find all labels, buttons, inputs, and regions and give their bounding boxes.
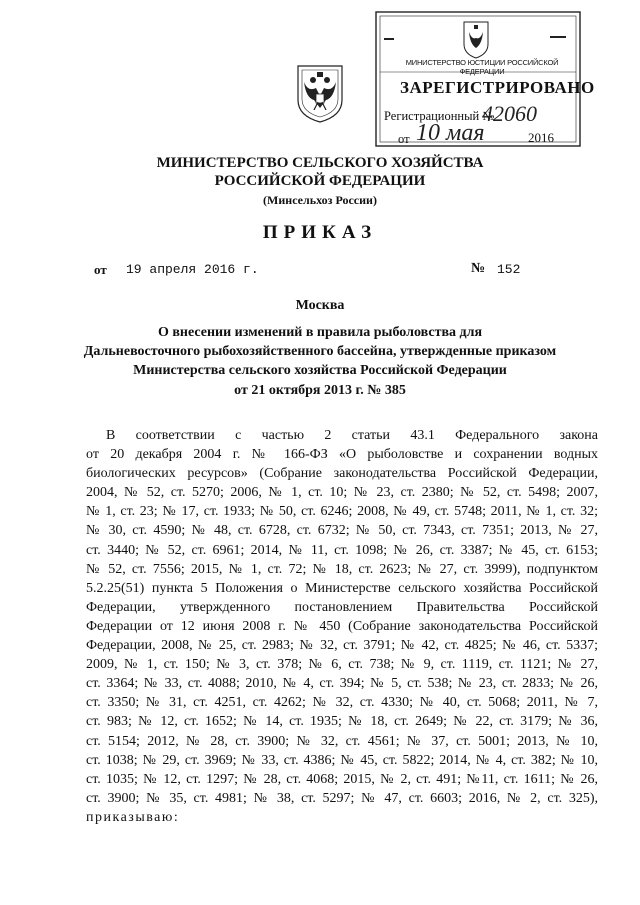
body-line-operative: приказываю: [86,809,180,825]
body-line: ст. 3900; № 35, ст. 4981; № 38, ст. 5297; № 47, ст. 6603; 2016, № 2, ст. 325), [86,790,598,806]
document-type-title: ПРИКАЗ [262,222,378,243]
coat-of-arms-emblem [292,58,348,124]
subject-line: от 21 октября 2013 г. № 385 [234,382,406,398]
stamp-registered-text: ЗАРЕГИСТРИРОВАНО [400,78,595,97]
body-line: № 1, ст. 23; № 17, ст. 1933; № 50, ст. 6246; 2008, № 49, ст. 5748; 2011, № 1, ст. 32; [86,504,598,520]
body-line: ст. 5154; 2012, № 28, ст. 3900; № 32, ст. 4561; № 37, ст. 5001; 2013, № 10, [86,733,598,749]
subject-line: О внесении изменений в правила рыболовства для [157,325,483,340]
body-line: 2009, № 1, ст. 150; № 3, ст. 378; № 6, ст. 738; № 9, ст. 1119, ст. 1121; № 27, [86,657,598,673]
body-line: Федерации от 12 июня 2008 г. № 450 (Собрание законодательства Российской [86,618,598,634]
body-line: Федерации, утвержденного постановлением Правительства Российской [86,599,598,615]
ministry-name-line2: РОССИЙСКОЙ ФЕДЕРАЦИИ [214,173,426,189]
body-line: ст. 3440; № 52, ст. 6961; 2014, № 11, ст. 1098; № 26, ст. 3387; № 45, ст. 6153; [86,542,598,558]
body-line: Федерации, 2008, № 25, ст. 2983; № 32, ст. 3791; № 42, ст. 4825; № 46, ст. 5337; [86,638,598,654]
body-line: ст. 983; № 12, ст. 1652; № 14, ст. 1935; № 18, ст. 2649; № 22, ст. 3179; № 36, [86,714,598,730]
order-date: 19 апреля 2016 г. [126,262,259,277]
date-label: от [94,262,107,277]
stamp-date-prefix: от [398,132,410,146]
body-line: 2004, № 52, ст. 5270; 2006, № 1, ст. 10; № 23, ст. 2380; № 52, ст. 5498; 2007, [86,485,598,501]
order-subject [0,323,640,400]
ministry-name-line1: МИНИСТЕРСТВО СЕЛЬСКОГО ХОЗЯЙСТВА [156,155,484,171]
stamp-ministry-name: МИНИСТЕРСТВО ЮСТИЦИИ РОССИЙСКОЙ ФЕДЕРАЦИИ [405,58,559,76]
stamp-reg-number-label: Регистрационный № [384,109,495,123]
body-line: № 30, ст. 4590; № 48, ст. 6728, ст. 6732; № 50, ст. 7343, ст. 7351; 2013, № 27, [86,523,598,539]
body-line: биологических ресурсов» (Собрание законодательства Российской Федерации, [86,466,598,482]
registration-stamp [370,8,595,150]
subject-line: Дальневосточного рыбохозяйственного бассейна, утвержденные приказом [83,344,557,360]
body-line: ст. 1035; № 12, ст. 1297; № 28, ст. 4068; 2015, № 2, ст. 491; №11, ст. 1611; № 26, [86,771,598,787]
subject-line: Министерства сельского хозяйства Российской Федерации [133,363,507,379]
body-line: ст. 3350; № 31, ст. 4251, ст. 4262; № 32, ст. 4330; № 40, ст. 5068; 2011, № 7, [86,695,598,711]
order-number-label: № [471,261,486,276]
stamp-reg-number-handwritten: 42060 [482,101,537,126]
stamp-year: 2016 [528,130,554,145]
body-line: В соответствии с частью 2 статьи 43.1 Федерального закона [106,428,598,443]
city: Москва [295,298,345,313]
body-line: ст. 1038; № 29, ст. 3969; № 33, ст. 4386; № 45, ст. 5822; 2014, № 4, ст. 382; № 10, [86,752,598,768]
stamp-date-handwritten: 10 мая [416,120,485,146]
body-line: 5.2.25(51) пункта 5 Положения о Министерстве сельского хозяйства Российской [86,580,598,596]
body-line: ст. 3364; № 33, ст. 4088; 2010, № 4, ст. 394; № 5, ст. 538; № 23, ст. 2833; № 26, [86,676,598,692]
order-number: 152 [497,262,521,277]
body-line: от 20 декабря 2004 г. № 166-ФЗ «О рыболовстве и сохранении водных [86,447,598,463]
order-body-text [86,426,598,827]
body-line: № 52, ст. 7556; 2015, № 1, ст. 72; № 18, ст. 2623; № 27, ст. 3999), подпунктом [86,561,598,577]
ministry-abbreviation: (Минсельхоз России) [263,193,377,207]
